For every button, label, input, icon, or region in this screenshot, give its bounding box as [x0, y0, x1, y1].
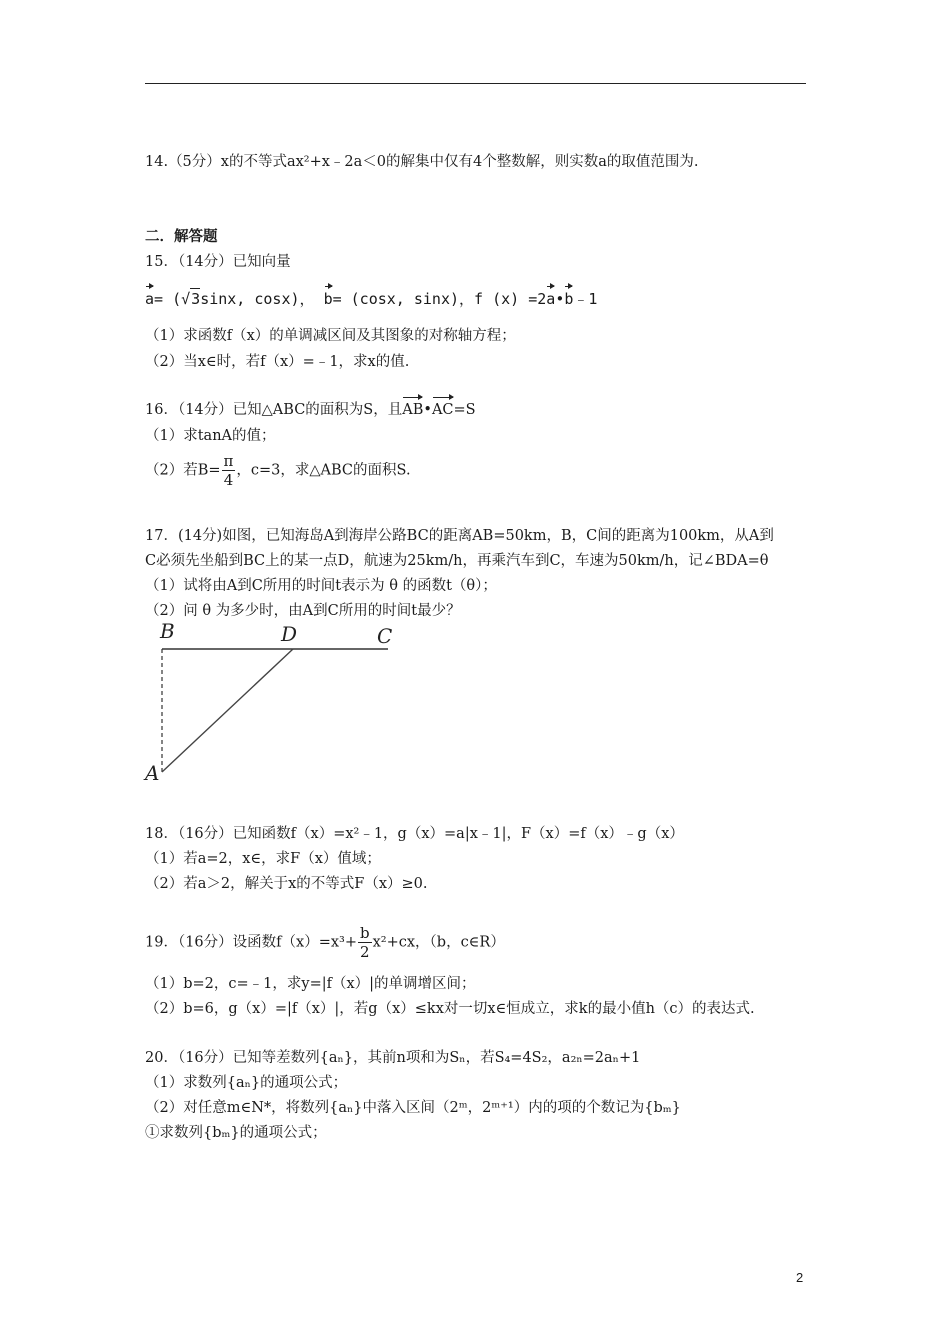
q16-head-tail: =S [453, 402, 476, 418]
q15-vector-equation: a= (√3sinx, cosx)， b= (cosx, sinx)，f (x) =2a•b﹣1 [145, 290, 598, 308]
q16-part2 [145, 452, 411, 489]
label-D: D [281, 622, 298, 646]
q20-part2: （2）对任意m∈N*，将数列{aₙ}中落入区间（2ᵐ，2ᵐ⁺¹）内的项的个数记为{bₘ} [145, 1100, 681, 1116]
frac-numerator: π [223, 452, 234, 470]
section-title: 二．解答题 [145, 228, 218, 245]
page-number: 2 [796, 1270, 804, 1285]
q20-part1: （1）求数列{aₙ}的通项公式； [145, 1075, 348, 1091]
fraction-b-over-2 [358, 924, 372, 961]
q18-part1: （1）若a=2，x∈，求F（x）值域； [145, 851, 381, 867]
frac-denominator: 4 [223, 471, 234, 489]
vector-a-2: a [546, 290, 556, 308]
q17-part2: （2）问 θ 为多少时，由A到C所用的时间t最少？ [145, 603, 461, 619]
q19-head [145, 924, 505, 961]
q17-geometry-figure [140, 620, 410, 785]
label-B: B [160, 620, 175, 643]
header-rule [145, 83, 806, 84]
q16-head: 16．（14分）已知△ABC的面积为S，且AB•AC=S [145, 402, 476, 418]
label-C: C [377, 624, 393, 648]
segment-AD [162, 649, 293, 772]
frac-denominator: 2 [360, 943, 370, 961]
question-14 [145, 152, 699, 172]
q17-part1: （1）试将由A到C所用的时间t表示为 θ 的函数t（θ）； [145, 578, 497, 594]
q18-part2: （2）若a＞2，解关于x的不等式F（x）≥0. [145, 876, 428, 892]
fraction-pi-over-4 [222, 452, 236, 489]
q15-eq-part1: = ( [154, 290, 182, 308]
q19-part1: （1）b=2，c=﹣1，求y=|f（x）|的单调增区间； [145, 976, 476, 992]
q15-head: 15．（14分）已知向量 [145, 254, 291, 270]
q19-head-post: x²+cx，（b，c∈R） [372, 934, 505, 951]
q15-part2: （2）当x∈时，若f（x）=﹣1，求x的值. [145, 354, 410, 370]
q16-head-text: 16．（14分）已知△ABC的面积为S，且 [145, 402, 403, 418]
q16-p2-pre: （2）若B= [145, 462, 221, 479]
frac-numerator: b [359, 924, 370, 942]
q14-number: 14. [145, 154, 169, 170]
q17-line1: 17．(14分)如图，已知海岛A到海岸公路BC的距离AB=50km，B，C间的距离为100km，从A到 [145, 528, 774, 544]
q16-part1: （1）求tanA的值； [145, 428, 276, 444]
q19-head-pre: 19．（16分）设函数f（x）=x³+ [145, 934, 357, 951]
q14-text: （5分）x的不等式ax²+x﹣2a＜0的解集中仅有4个整数解，则实数a的取值范围为. [168, 154, 699, 170]
vector-b-2: b [564, 290, 574, 308]
q16-p2-post: ，c=3，求△ABC的面积S. [236, 462, 411, 479]
label-A: A [145, 761, 160, 785]
vector-a: a [145, 290, 155, 308]
q15-eq-part3: = (cosx, sinx)，f (x) =2 [332, 290, 547, 308]
sqrt-3: 3 [191, 290, 201, 308]
vector-AB: AB [402, 402, 424, 418]
q15-eq-part2: sinx, cosx)， [200, 290, 315, 308]
q17-line2: C必须先坐船到BC上的某一点D，航速为25km/h，再乘汽车到C，车速为50km/h，记∠BDA=θ [145, 553, 769, 569]
q15-part1: （1）求函数f（x）的单调减区间及其图象的对称轴方程； [145, 328, 516, 344]
q20-part3: ①求数列{bₘ}的通项公式； [145, 1125, 327, 1141]
q18-head: 18．（16分）已知函数f（x）=x²﹣1，g（x）=a|x﹣1|，F（x）=f（x）﹣g（x） [145, 826, 684, 842]
q20-head: 20．（16分）已知等差数列{aₙ}，其前n项和为Sₙ，若S₄=4S₂，a₂ₙ=2aₙ+1 [145, 1050, 641, 1066]
q19-part2: （2）b=6，g（x）=|f（x）|，若g（x）≤kx对一切x∈恒成立，求k的最小值h（c）的表达式. [145, 1001, 755, 1017]
vector-AC: AC [431, 402, 454, 418]
q15-eq-part4: ﹣1 [573, 290, 598, 308]
vector-b: b [323, 290, 333, 308]
